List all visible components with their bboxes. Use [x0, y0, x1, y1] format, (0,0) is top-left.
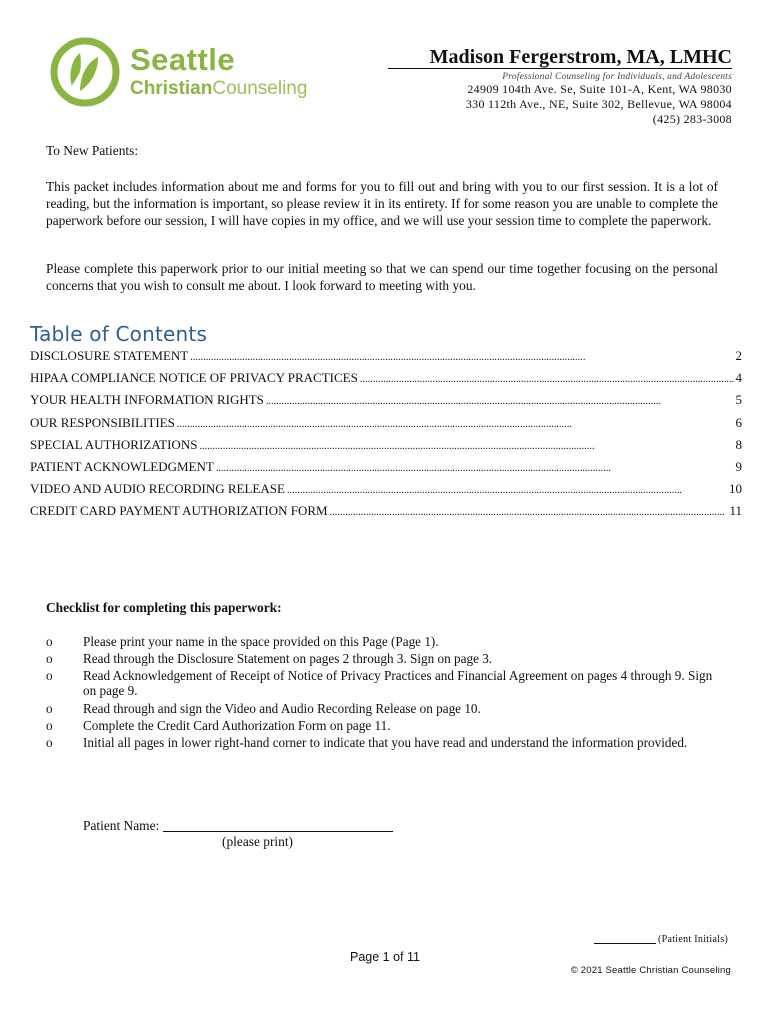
- checklist-bullet-icon: o: [46, 634, 53, 649]
- logo-word-counseling: Counseling: [212, 78, 308, 99]
- toc-leader-dots: [330, 507, 728, 518]
- logo-word-seattle: Seattle: [130, 42, 236, 77]
- checklist: [46, 634, 726, 752]
- logo-word-christian: Christian: [130, 78, 213, 99]
- toc-entry-label: HIPAA COMPLIANCE NOTICE OF PRIVACY PRACTICES: [30, 370, 358, 386]
- toc-leader-dots: [199, 441, 733, 452]
- toc-leader-dots: [360, 374, 734, 385]
- toc-entry-page: 6: [735, 414, 742, 430]
- toc-leader-dots: [287, 485, 727, 496]
- checklist-item: [46, 651, 726, 666]
- address-kent: 24909 104th Ave. Se, Suite 101-A, Kent, WA 98030: [467, 82, 732, 96]
- checklist-title: Checklist for completing this paperwork:: [46, 600, 282, 615]
- toc-entry[interactable]: [30, 503, 742, 525]
- toc-entry-label: OUR RESPONSIBILITIES: [30, 414, 175, 430]
- toc-entry[interactable]: [30, 459, 742, 481]
- toc-entry-page: 4: [735, 370, 742, 386]
- toc-entry[interactable]: [30, 415, 742, 437]
- toc-entry-page: 10: [729, 481, 742, 497]
- toc-entry-label: CREDIT CARD PAYMENT AUTHORIZATION FORM: [30, 503, 328, 519]
- checklist-item-text: Read through and sign the Video and Audio Recording Release on page 10.: [83, 700, 481, 716]
- patient-initials-label: (Patient Initials): [658, 934, 729, 945]
- patient-initials-field[interactable]: [594, 943, 656, 944]
- checklist-bullet-icon: o: [46, 734, 53, 750]
- copyright-notice: © 2021 Seattle Christian Counseling: [570, 965, 731, 976]
- toc-entry-page: 8: [735, 436, 742, 452]
- toc-leader-dots: [177, 419, 734, 430]
- toc-entry[interactable]: [30, 481, 742, 503]
- toc-entry-page: 5: [735, 392, 742, 408]
- toc-entry-page: 2: [735, 348, 742, 363]
- checklist-item-text: Read through the Disclosure Statement on pages 2 through 3. Sign on page 3.: [83, 651, 493, 667]
- address-bellevue: 330 112th Ave., NE, Suite 302, Bellevue, WA 98004: [465, 97, 732, 111]
- seattle-christian-counseling-logo: [50, 36, 330, 108]
- checklist-item-text: Complete the Credit Card Authorization Form on page 11.: [83, 717, 391, 733]
- checklist-item: [46, 668, 726, 698]
- toc-leader-dots: [190, 352, 733, 363]
- checklist-bullet-icon: o: [46, 651, 53, 667]
- toc-entry[interactable]: [30, 348, 742, 370]
- checklist-item: [46, 634, 726, 649]
- table-of-contents: [30, 348, 742, 526]
- toc-entry-page: 11: [729, 503, 742, 519]
- checklist-item-text: Initial all pages in lower right-hand corner to indicate that you have read and understand the information provided.: [83, 734, 688, 750]
- patient-name-label: Patient Name:: [83, 818, 160, 833]
- toc-title: Table of Contents: [30, 322, 208, 346]
- intro-paragraph: This packet includes information about me and forms for you to fill out and bring with you to our first session. It is a lot of reading, but the information is important, so please review it in its entirety. If for some reason you are unable to complete the paperwork before our session, I will have copies in my office, and we will use your session time to complete the paperwork.: [46, 179, 718, 228]
- toc-entry-label: DISCLOSURE STATEMENT: [30, 348, 189, 363]
- please-print-hint: (please print): [222, 834, 294, 849]
- salutation: To New Patients:: [46, 143, 139, 158]
- toc-entry-label: YOUR HEALTH INFORMATION RIGHTS: [30, 392, 264, 408]
- toc-leader-dots: [266, 396, 734, 407]
- toc-entry[interactable]: [30, 392, 742, 414]
- patient-name-field[interactable]: [163, 831, 393, 832]
- toc-entry[interactable]: [30, 437, 742, 459]
- toc-entry-label: VIDEO AND AUDIO RECORDING RELEASE: [30, 481, 285, 497]
- checklist-item: [46, 718, 726, 733]
- page-number: Page 1 of 11: [350, 950, 420, 964]
- practice-header: [372, 46, 732, 127]
- checklist-item: [46, 735, 726, 750]
- request-paragraph: Please complete this paperwork prior to our initial meeting so that we can spend our time together focusing on the personal concerns that you wish to consult me about. I look forward to meeting with you.: [46, 261, 718, 293]
- toc-leader-dots: [216, 463, 734, 474]
- checklist-bullet-icon: o: [46, 668, 53, 684]
- checklist-item: [46, 701, 726, 716]
- phone-number: (425) 283-3008: [652, 112, 732, 126]
- checklist-bullet-icon: o: [46, 700, 53, 716]
- clinician-name: Madison Fergerstrom, MA, LMHC: [388, 46, 732, 69]
- toc-entry-label: PATIENT ACKNOWLEDGMENT: [30, 458, 214, 474]
- practice-tagline: Professional Counseling for Individuals, and Adolescents: [502, 72, 732, 82]
- toc-entry-label: SPECIAL AUTHORIZATIONS: [30, 436, 198, 452]
- toc-entry[interactable]: [30, 370, 742, 392]
- checklist-item-text: Please print your name in the space provided on this Page (Page 1).: [83, 634, 439, 649]
- leaf-emblem-icon: [50, 37, 120, 107]
- checklist-bullet-icon: o: [46, 717, 53, 733]
- checklist-item-text: Read Acknowledgement of Receipt of Notice of Privacy Practices and Financial Agreement on pages 4 through 9. Sign on page 9.: [83, 668, 713, 699]
- logo-word-christian-counseling: [130, 78, 307, 100]
- toc-entry-page: 9: [735, 458, 742, 474]
